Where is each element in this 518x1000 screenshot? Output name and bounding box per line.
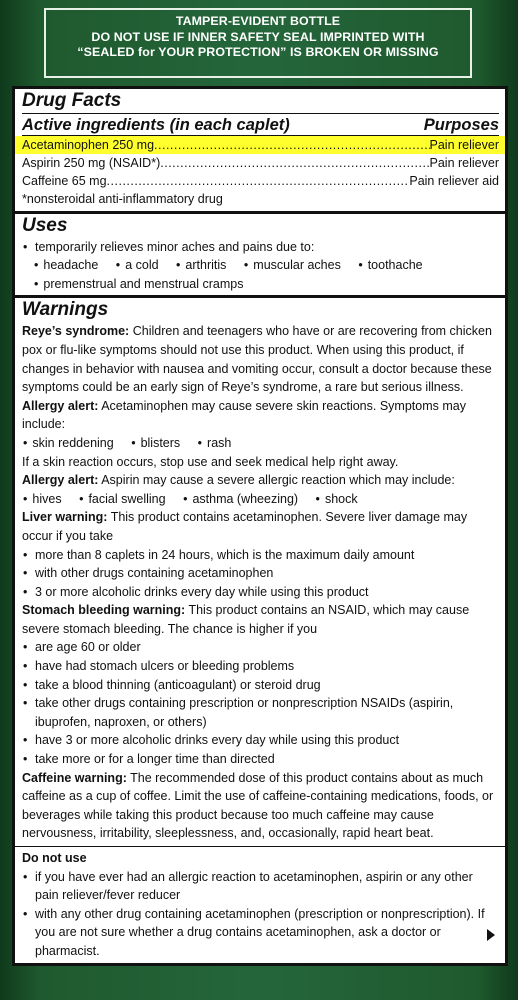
list-item: • if you have ever had an allergic reaction to acetaminophen, aspirin or any other pain reliever/fever reducer [22, 868, 499, 905]
caffeine-text: The recommended dose of this product contains about as much caffeine as a cup of coffee. Limit the use of caffeine-containing medications, foods, or beverages while taking this product because too much caffeine may cause nervousness, irritability, sleeplessness, and, occasionally, rapid heart beat. [22, 770, 494, 841]
stomach-text: This product contains an NSAID, which may cause severe stomach bleeding. The chance is higher if you [22, 603, 470, 636]
ingredient-purpose: Pain reliever [429, 156, 499, 170]
liver-text: This product contains acetaminophen. Severe liver damage may occur if you take [22, 510, 468, 543]
list-item: • take a blood thinning (anticoagulant) or steroid drug [22, 676, 499, 695]
list-item: • with any other drug containing acetaminophen (prescription or nonprescription). If you are not sure whether a drug contains acetaminophen, ask a doctor or pharmacist. [22, 905, 499, 961]
active-ingredients-label: Active ingredients (in each caplet) [22, 116, 290, 134]
reye-label: Reye’s syndrome: [22, 324, 130, 339]
allergy-text: Aspirin may cause a severe allergic reaction which may include: [101, 473, 455, 488]
list-item: • headache [46, 258, 98, 272]
list-item: • shock [316, 492, 358, 506]
ingredient-purpose: Pain reliever aid [409, 174, 499, 188]
list-item: • premenstrual and menstrual cramps [46, 277, 243, 291]
leader-dots [154, 136, 429, 154]
do-not-use-label: Do not use [22, 851, 87, 865]
divider [15, 846, 505, 847]
caffeine-label: Caffeine warning: [22, 770, 127, 785]
uses-items [22, 256, 499, 275]
drug-facts-title: Drug Facts [22, 90, 122, 111]
liver-list [22, 546, 499, 602]
do-not-use-list [22, 868, 499, 961]
list-item: • a cold [116, 258, 159, 272]
ingredient-purpose: Pain reliever [429, 138, 499, 152]
list-item: • with other drugs containing acetaminophen [22, 564, 499, 583]
allergy-after: If a skin reaction occurs, stop use and seek medical help right away. [22, 454, 399, 469]
tamper-evident-banner [44, 8, 472, 78]
purposes-label: Purposes [423, 116, 499, 134]
allergy-symptoms [22, 434, 499, 453]
liver-label: Liver warning: [22, 510, 108, 525]
list-item: • muscular aches [244, 258, 341, 272]
list-item: • rash [198, 436, 232, 450]
drug-facts-panel [12, 86, 508, 966]
liver-warning [22, 508, 499, 545]
uses-intro: • temporarily relieves minor aches and pains due to: [22, 238, 499, 257]
list-item: • skin reddening [35, 436, 114, 450]
ingredient-name: Caffeine 65 mg [22, 174, 107, 188]
drug-facts-section [15, 89, 505, 214]
allergy-reactions [22, 490, 499, 509]
list-item: • blisters [131, 436, 180, 450]
allergy-label: Allergy alert: [22, 473, 99, 488]
leader-dots [107, 172, 410, 190]
warnings-section [15, 298, 505, 965]
list-item: • facial swelling [79, 492, 166, 506]
banner-line-1: TAMPER-EVIDENT BOTTLE [175, 14, 341, 28]
list-item: • have 3 or more alcoholic drinks every day while using this product [22, 731, 499, 750]
ingredient-name: Aspirin 250 mg (NSAID*) [22, 156, 161, 170]
list-item: • are age 60 or older [22, 638, 499, 657]
nsaid-footnote: *nonsteroidal anti-inflammatory drug [22, 192, 223, 206]
ingredient-row [22, 154, 499, 172]
banner-line-3: “SEALED for YOUR PROTECTION” IS BROKEN OR MISSING [77, 45, 439, 59]
leader-dots [160, 154, 429, 172]
allergy-text: Acetaminophen may cause severe skin reactions. Symptoms may include: [22, 398, 466, 432]
list-item: • more than 8 caplets in 24 hours, which is the maximum daily amount [22, 546, 499, 565]
caffeine-warning [22, 769, 499, 843]
list-item: • asthma (wheezing) [183, 492, 298, 506]
allergy-alert-acetaminophen [22, 397, 499, 434]
list-item: • take more or for a longer time than directed [22, 750, 499, 769]
continue-arrow-icon [487, 929, 495, 941]
list-item: • toothache [358, 258, 422, 272]
warnings-title: Warnings [22, 299, 109, 321]
ingredient-row [22, 172, 499, 190]
uses-title: Uses [22, 214, 68, 236]
list-item: • hives [35, 492, 62, 506]
stomach-warning [22, 601, 499, 638]
list-item: • have had stomach ulcers or bleeding problems [22, 657, 499, 676]
ingredient-row [15, 136, 505, 154]
allergy-alert-aspirin [22, 471, 499, 490]
banner-line-2: DO NOT USE IF INNER SAFETY SEAL IMPRINTED WITH [91, 29, 425, 44]
ingredient-name: Acetaminophen 250 mg [22, 138, 155, 152]
uses-items-2 [22, 275, 499, 294]
list-item: • take other drugs containing prescription or nonprescription NSAIDs (aspirin, ibuprofen, naproxen, or others) [22, 694, 499, 731]
list-item: • 3 or more alcoholic drinks every day while using this product [22, 583, 499, 602]
reye-text: Children and teenagers who have or are recovering from chicken pox or flu-like symptoms should not use this product. When using this product, if changes in behavior with nausea and vomiting occur, consult a doctor because these symptoms could be an early sign of Reye’s syndrome, a rare but serious illness. [22, 324, 492, 395]
allergy-label: Allergy alert: [22, 398, 99, 413]
uses-section [15, 214, 505, 299]
reye-warning [22, 322, 499, 396]
stomach-list [22, 638, 499, 768]
stomach-label: Stomach bleeding warning: [22, 603, 186, 618]
list-item: • arthritis [176, 258, 226, 272]
active-ingredients-header [22, 113, 499, 136]
